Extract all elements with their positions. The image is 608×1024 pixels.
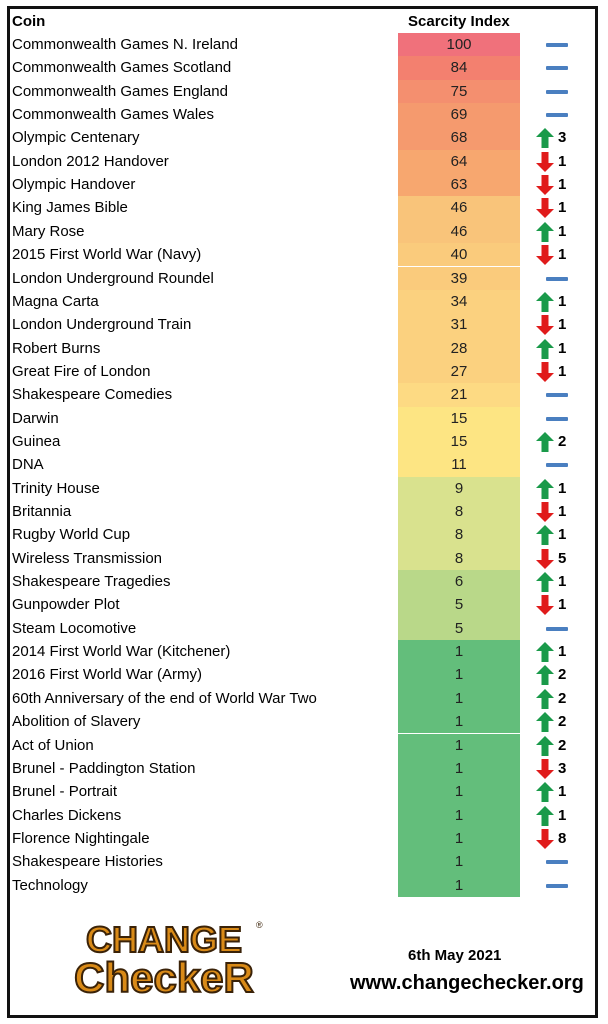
scarcity-index-cell: 1 (398, 874, 520, 897)
scarcity-index-cell: 5 (398, 593, 520, 616)
table-row (0, 804, 608, 827)
no-change-dash-icon (546, 66, 568, 70)
report-date: 6th May 2021 (408, 947, 502, 964)
trend-indicator (536, 243, 586, 266)
coin-name: Brunel - Portrait (12, 783, 118, 801)
up-arrow-icon (536, 665, 554, 685)
coin-name: Wireless Transmission (12, 549, 163, 567)
up-arrow-icon (536, 292, 554, 312)
coin-name: 60th Anniversary of the end of World War Two (12, 689, 317, 707)
trend-indicator (536, 757, 586, 780)
up-arrow-icon (536, 736, 554, 756)
trend-indicator (536, 290, 586, 313)
up-arrow-icon (536, 712, 554, 732)
scarcity-index-cell: 1 (398, 827, 520, 850)
trend-indicator (536, 523, 586, 546)
coin-name: Charles Dickens (12, 806, 122, 824)
coin-name: 2015 First World War (Navy) (12, 246, 202, 264)
up-arrow-icon (536, 128, 554, 148)
table-row (0, 173, 608, 196)
scarcity-index-cell: 63 (398, 173, 520, 196)
down-arrow-icon (536, 362, 554, 382)
rank-change-value: 1 (558, 503, 567, 520)
table-row (0, 757, 608, 780)
up-arrow-icon (536, 525, 554, 545)
rank-change-value: 1 (558, 316, 567, 334)
scarcity-index-cell: 1 (398, 687, 520, 710)
trend-indicator (536, 453, 586, 476)
table-row (0, 780, 608, 803)
scarcity-index-cell: 39 (398, 267, 520, 290)
rank-change-value: 1 (558, 783, 567, 801)
table-row (0, 430, 608, 453)
no-change-dash-icon (546, 393, 568, 397)
scarcity-index-cell: 1 (398, 710, 520, 733)
rank-change-value: 1 (558, 479, 567, 497)
table-row (0, 710, 608, 733)
up-arrow-icon (536, 572, 554, 592)
trend-indicator (536, 780, 586, 803)
no-change-dash-icon (546, 113, 568, 117)
rank-change-value: 3 (558, 759, 567, 777)
trend-indicator (536, 477, 586, 500)
coin-name: London Underground Roundel (12, 269, 214, 287)
coin-name: Technology (12, 876, 88, 894)
scarcity-index-cell: 1 (398, 640, 520, 663)
coin-name: London 2012 Handover (12, 152, 169, 170)
coin-name: Abolition of Slavery (12, 713, 141, 731)
scarcity-index-cell: 75 (398, 80, 520, 103)
scarcity-index-cell: 9 (398, 477, 520, 500)
scarcity-index-cell: 100 (398, 33, 520, 56)
trend-indicator (536, 383, 586, 406)
table-row (0, 827, 608, 850)
rank-change-value: 1 (558, 526, 567, 544)
table-row (0, 267, 608, 290)
trend-indicator (536, 827, 586, 850)
up-arrow-icon (536, 689, 554, 709)
table-row (0, 196, 608, 219)
rank-change-value: 1 (558, 292, 567, 310)
table-row (0, 663, 608, 686)
down-arrow-icon (536, 829, 554, 849)
trend-indicator (536, 196, 586, 219)
coin-name: Magna Carta (12, 292, 99, 310)
scarcity-index-cell: 1 (398, 734, 520, 757)
trend-indicator (536, 337, 586, 360)
coin-name: London Underground Train (12, 316, 192, 334)
scarcity-index-cell: 84 (398, 56, 520, 79)
coin-name: Olympic Centenary (12, 129, 140, 147)
rank-change-value: 1 (558, 596, 567, 614)
scarcity-index-cell: 8 (398, 547, 520, 570)
no-change-dash-icon (546, 860, 568, 864)
down-arrow-icon (536, 175, 554, 195)
trend-indicator (536, 220, 586, 243)
trend-indicator (536, 710, 586, 733)
trend-indicator (536, 33, 586, 56)
coin-name: Steam Locomotive (12, 619, 137, 637)
scarcity-index-cell: 31 (398, 313, 520, 336)
scarcity-index-cell: 8 (398, 523, 520, 546)
trend-indicator (536, 173, 586, 196)
trend-indicator (536, 734, 586, 757)
scarcity-index-column-header: Scarcity Index (408, 13, 510, 30)
no-change-dash-icon (546, 627, 568, 631)
coin-name: Shakespeare Tragedies (12, 573, 171, 591)
trend-indicator (536, 850, 586, 873)
scarcity-index-cell: 11 (398, 453, 520, 476)
trend-indicator (536, 80, 586, 103)
coin-name: Shakespeare Comedies (12, 386, 173, 404)
trend-indicator (536, 430, 586, 453)
rank-change-value: 1 (558, 362, 567, 380)
table-row (0, 874, 608, 897)
rank-change-value: 1 (558, 643, 567, 661)
coin-column-header: Coin (12, 13, 46, 30)
coin-name: King James Bible (12, 199, 128, 217)
website-url: www.changechecker.org (350, 972, 584, 994)
table-row (0, 477, 608, 500)
scarcity-index-cell: 8 (398, 500, 520, 523)
table-row (0, 313, 608, 336)
coin-name: Commonwealth Games N. Ireland (12, 36, 238, 53)
scarcity-index-cell: 46 (398, 220, 520, 243)
coin-name: Britannia (12, 503, 72, 520)
change-checker-logo (52, 916, 277, 1000)
trend-indicator (536, 570, 586, 593)
coin-name: DNA (12, 456, 44, 474)
table-row (0, 617, 608, 640)
coin-name: Guinea (12, 432, 61, 450)
trend-indicator (536, 874, 586, 897)
scarcity-index-cell: 28 (398, 337, 520, 360)
scarcity-index-cell: 27 (398, 360, 520, 383)
scarcity-index-cell: 40 (398, 243, 520, 266)
trend-indicator (536, 360, 586, 383)
coin-name: Gunpowder Plot (12, 596, 120, 614)
coin-name: Darwin (12, 409, 59, 427)
svg-text:®: ® (256, 920, 263, 930)
table-row (0, 360, 608, 383)
rank-change-value: 1 (558, 199, 567, 217)
trend-indicator (536, 150, 586, 173)
rank-change-value: 1 (558, 573, 567, 591)
rank-change-value: 3 (558, 129, 567, 147)
trend-indicator (536, 313, 586, 336)
trend-indicator (536, 500, 586, 523)
trend-indicator (536, 407, 586, 430)
scarcity-index-cell: 34 (398, 290, 520, 313)
trend-indicator (536, 267, 586, 290)
trend-indicator (536, 617, 586, 640)
coin-name: 2014 First World War (Kitchener) (12, 643, 231, 661)
down-arrow-icon (536, 315, 554, 335)
table-row (0, 80, 608, 103)
down-arrow-icon (536, 502, 554, 522)
rank-change-value: 1 (558, 339, 567, 357)
up-arrow-icon (536, 339, 554, 359)
trend-indicator (536, 640, 586, 663)
coin-name: Commonwealth Games Wales (12, 106, 215, 124)
rank-change-value: 2 (558, 713, 567, 731)
table-row (0, 593, 608, 616)
table-row (0, 150, 608, 173)
down-arrow-icon (536, 245, 554, 265)
table-row (0, 337, 608, 360)
table-row (0, 56, 608, 79)
trend-indicator (536, 593, 586, 616)
up-arrow-icon (536, 432, 554, 452)
coin-name: Great Fire of London (12, 362, 151, 380)
table-row (0, 687, 608, 710)
table-row (0, 126, 608, 149)
table-row (0, 290, 608, 313)
up-arrow-icon (536, 642, 554, 662)
table-row (0, 547, 608, 570)
up-arrow-icon (536, 782, 554, 802)
coin-name: Shakespeare Histories (12, 853, 163, 871)
trend-indicator (536, 687, 586, 710)
rank-change-value: 5 (558, 549, 567, 567)
rank-change-value: 2 (558, 666, 567, 684)
table-row (0, 850, 608, 873)
table-row (0, 570, 608, 593)
no-change-dash-icon (546, 90, 568, 94)
rank-change-value: 1 (558, 806, 567, 824)
table-row (0, 453, 608, 476)
coin-name: Act of Union (12, 736, 94, 754)
scarcity-index-cell: 1 (398, 780, 520, 803)
coin-name: Commonwealth Games England (12, 82, 228, 100)
scarcity-index-cell: 15 (398, 430, 520, 453)
table-row (0, 523, 608, 546)
coin-name: 2016 First World War (Army) (12, 666, 203, 684)
scarcity-index-cell: 1 (398, 850, 520, 873)
coin-name: Trinity House (12, 479, 100, 497)
rank-change-value: 1 (558, 246, 567, 264)
coin-name: Olympic Handover (12, 176, 136, 194)
down-arrow-icon (536, 152, 554, 172)
coin-name: Mary Rose (12, 222, 85, 240)
trend-indicator (536, 56, 586, 79)
table-row (0, 407, 608, 430)
table-row (0, 220, 608, 243)
scarcity-index-cell: 68 (398, 126, 520, 149)
down-arrow-icon (536, 759, 554, 779)
trend-indicator (536, 103, 586, 126)
scarcity-index-cell: 1 (398, 757, 520, 780)
no-change-dash-icon (546, 277, 568, 281)
scarcity-index-cell: 1 (398, 804, 520, 827)
rank-change-value: 1 (558, 152, 567, 170)
trend-indicator (536, 804, 586, 827)
scarcity-index-cell: 69 (398, 103, 520, 126)
trend-indicator (536, 663, 586, 686)
table-row (0, 33, 608, 56)
table-row (0, 103, 608, 126)
rank-change-value: 2 (558, 432, 567, 450)
scarcity-index-cell: 1 (398, 663, 520, 686)
svg-text:CheckeR: CheckeR (74, 954, 254, 1000)
scarcity-index-cell: 46 (398, 196, 520, 219)
table-row (0, 243, 608, 266)
coin-name: Rugby World Cup (12, 526, 131, 544)
trend-indicator (536, 547, 586, 570)
scarcity-index-cell: 5 (398, 617, 520, 640)
rank-change-value: 1 (558, 176, 567, 194)
table-row (0, 734, 608, 757)
coin-name: Commonwealth Games Scotland (12, 59, 232, 77)
up-arrow-icon (536, 222, 554, 242)
no-change-dash-icon (546, 884, 568, 888)
scarcity-index-cell: 15 (398, 407, 520, 430)
scarcity-index-cell: 6 (398, 570, 520, 593)
up-arrow-icon (536, 806, 554, 826)
no-change-dash-icon (546, 43, 568, 47)
svg-text:CHANGE: CHANGE (85, 919, 243, 960)
rank-change-value: 2 (558, 736, 567, 754)
scarcity-index-cell: 21 (398, 383, 520, 406)
up-arrow-icon (536, 479, 554, 499)
no-change-dash-icon (546, 463, 568, 467)
scarcity-index-cell: 64 (398, 150, 520, 173)
coin-name: Florence Nightingale (12, 829, 150, 847)
rank-change-value: 8 (558, 829, 567, 847)
no-change-dash-icon (546, 417, 568, 421)
table-row (0, 640, 608, 663)
down-arrow-icon (536, 595, 554, 615)
trend-indicator (536, 126, 586, 149)
table-row (0, 383, 608, 406)
rank-change-value: 2 (558, 689, 567, 707)
coin-name: Brunel - Paddington Station (12, 759, 196, 777)
down-arrow-icon (536, 198, 554, 218)
rank-change-value: 1 (558, 222, 567, 240)
down-arrow-icon (536, 549, 554, 569)
table-row (0, 500, 608, 523)
coin-name: Robert Burns (12, 339, 101, 357)
